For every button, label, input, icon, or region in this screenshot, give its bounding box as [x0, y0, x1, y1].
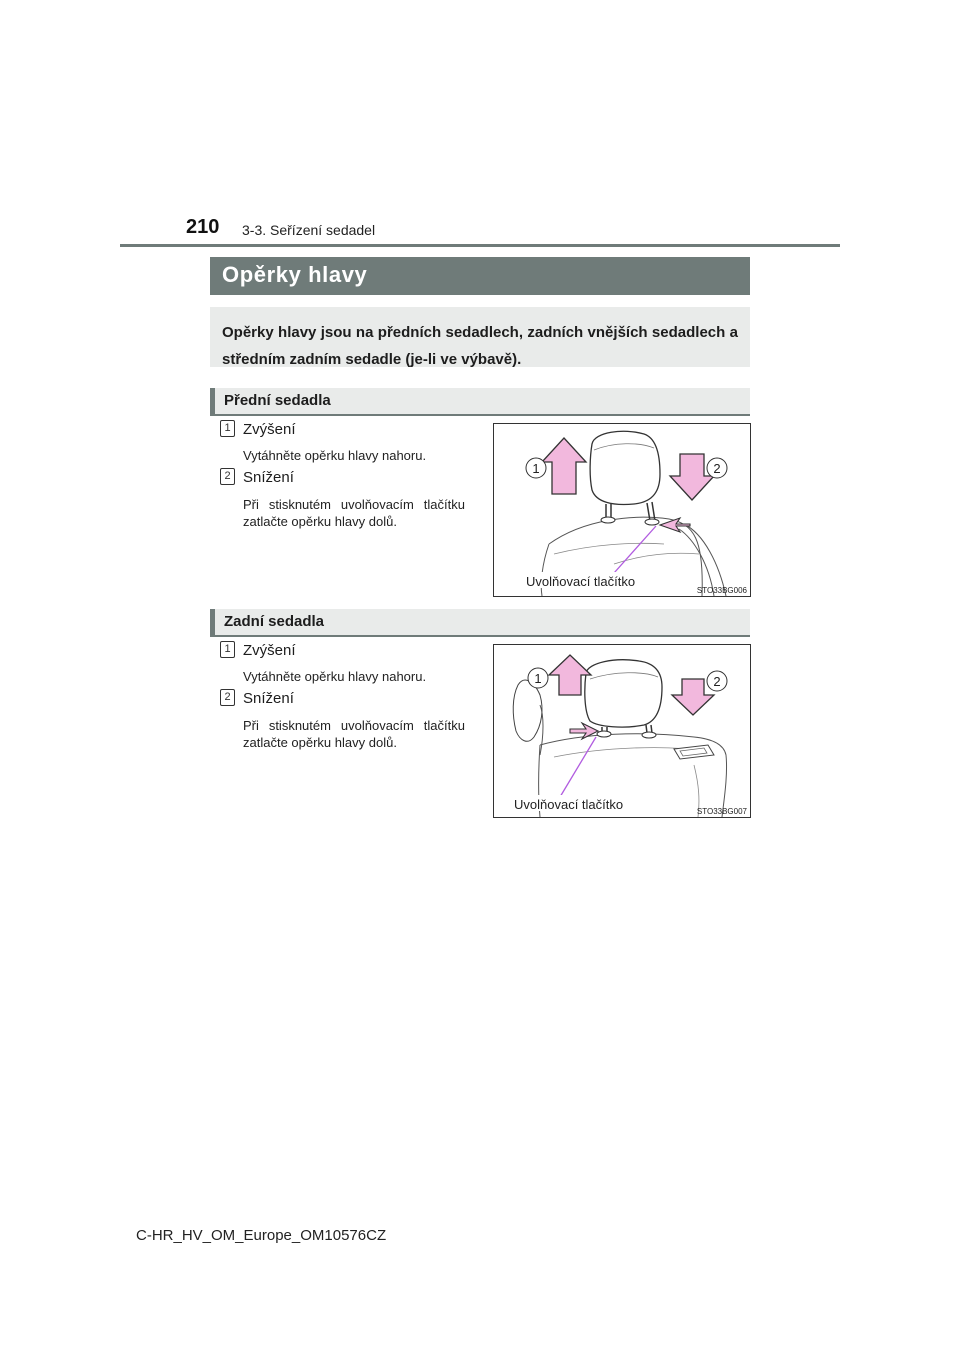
- section-title: Opěrky hlavy: [222, 262, 368, 287]
- figure-code: STO33BG006: [696, 586, 747, 595]
- front-seats-heading: [210, 388, 750, 416]
- step-title-raise: Zvýšení: [243, 421, 296, 438]
- front-headrest-illustration: [493, 423, 751, 597]
- step-title-raise: Zvýšení: [243, 642, 296, 659]
- step-number-badge: 2: [220, 468, 235, 485]
- intro-box: [210, 307, 750, 367]
- step-desc-lower: Při stisknutém uvolňovacím tlačítku zatlačte opěrku hlavy dolů.: [243, 497, 465, 529]
- page-number: 210: [186, 216, 220, 238]
- step-desc-raise: Vytáhněte opěrku hlavy nahoru.: [243, 669, 427, 684]
- intro-text: Opěrky hlavy jsou na předních sedadlech, zadních vnějších sedadlech a středním zadním sedadle (je-li ve výbavě).: [222, 324, 738, 368]
- lower-arrow: [670, 454, 714, 500]
- step-title-lower: Snížení: [243, 469, 294, 486]
- step-number-badge: 2: [220, 689, 235, 706]
- release-button-label: Uvolňovací tlačítko: [526, 574, 636, 589]
- rear-seats-heading: [210, 609, 750, 637]
- step-desc-lower: Při stisknutém uvolňovacím tlačítku zatlačte opěrku hlavy dolů.: [243, 718, 465, 750]
- release-button-label: Uvolňovací tlačítko: [514, 797, 624, 812]
- rear-seats-heading-text: Zadní sedadla: [224, 613, 325, 630]
- release-arrow: [660, 518, 690, 532]
- step-number-badge: 1: [220, 420, 235, 437]
- step-number-badge: 1: [220, 641, 235, 658]
- step-title-lower: Snížení: [243, 690, 294, 707]
- callout-1: 1: [534, 671, 542, 686]
- figure-code: STO33BG007: [696, 807, 747, 816]
- header-divider: [120, 244, 840, 247]
- chapter-title: 3-3. Seřízení sedadel: [242, 222, 376, 238]
- section-title-bar: [210, 257, 750, 295]
- headrest-shape: [590, 431, 660, 504]
- rear-headrest-drawing: [494, 645, 750, 817]
- step-desc-raise: Vytáhněte opěrku hlavy nahoru.: [243, 448, 427, 463]
- headrest-shape: [585, 660, 662, 727]
- release-arrow: [570, 723, 598, 739]
- raise-arrow: [542, 438, 586, 494]
- callout-2: 2: [713, 461, 721, 476]
- rear-headrest-illustration: [493, 644, 751, 818]
- callout-1: 1: [532, 461, 540, 476]
- callout-2: 2: [713, 674, 721, 689]
- document-code-footer: C-HR_HV_OM_Europe_OM10576CZ: [136, 1227, 387, 1244]
- front-headrest-drawing: [494, 424, 750, 596]
- front-seats-heading-text: Přední sedadla: [224, 392, 331, 409]
